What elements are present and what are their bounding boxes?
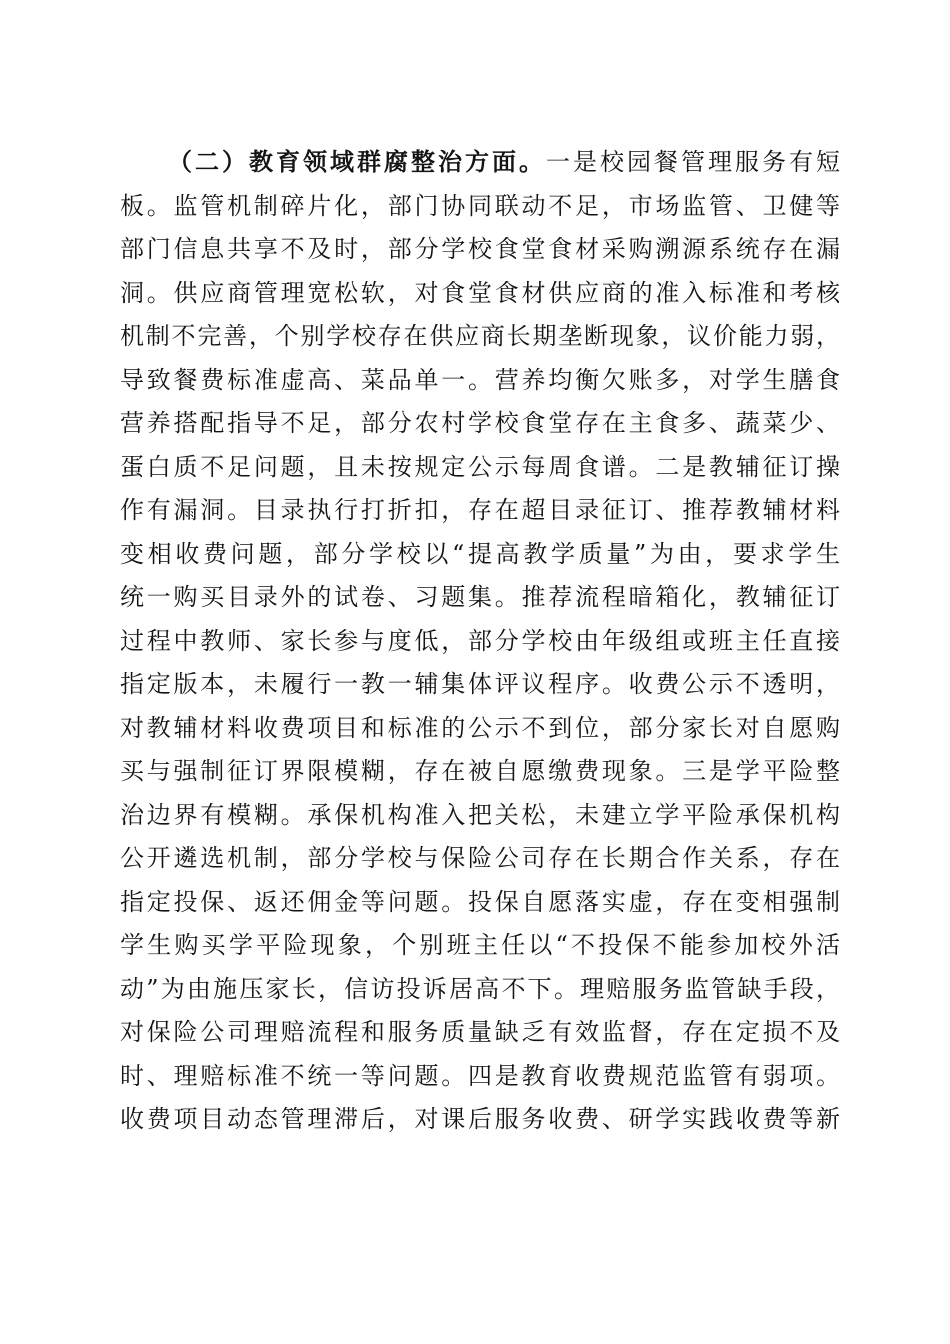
paragraph-line-12: 过程中教师、家长参与度低，部分学校由年级组或班主任直接 <box>120 626 840 655</box>
paragraph-line-11: 统一购买目录外的试卷、习题集。推荐流程暗箱化，教辅征订 <box>120 583 840 611</box>
paragraph-line-18: 指定投保、返还佣金等问题。投保自愿落实虚，存在变相强制 <box>120 887 840 916</box>
paragraph-line-5: 机制不完善，个别学校存在供应商长期垄断现象，议价能力弱， <box>120 322 840 350</box>
paragraph-line-8: 蛋白质不足问题，且未按规定公示每周食谱。二是教辅征订操 <box>120 452 840 481</box>
paragraph-line-6: 导致餐费标准虚高、菜品单一。营养均衡欠账多，对学生膳食 <box>120 365 840 394</box>
paragraph-line-23: 收费项目动态管理滞后，对课后服务收费、研学实践收费等新 <box>120 1105 840 1133</box>
paragraph-line-10: 变相收费问题，部分学校以“提高教学质量”为由，要求学生 <box>120 539 840 568</box>
paragraph-line-16: 治边界有模糊。承保机构准入把关松，未建立学平险承保机构 <box>120 800 840 829</box>
paragraph-line-9: 作有漏洞。目录执行打折扣，存在超目录征订、推荐教辅材料 <box>120 496 840 524</box>
paragraph-line-7: 营养搭配指导不足，部分农村学校食堂存在主食多、蔬菜少、 <box>120 409 840 437</box>
paragraph-line-4: 洞。供应商管理宽松软，对食堂食材供应商的准入标准和考核 <box>120 278 840 307</box>
paragraph-line-20: 动”为由施压家长，信访投诉居高不下。理赔服务监管缺手段， <box>120 974 840 1003</box>
paragraph-line-3: 部门信息共享不及时，部分学校食堂食材采购溯源系统存在漏 <box>120 235 840 263</box>
body-text <box>120 141 840 1142</box>
paragraph-line-15: 买与强制征订界限模糊，存在被自愿缴费现象。三是学平险整 <box>120 757 840 785</box>
paragraph-line-21: 对保险公司理赔流程和服务质量缺乏有效监督，存在定损不及 <box>120 1018 840 1046</box>
paragraph-line-14: 对教辅材料收费项目和标准的公示不到位，部分家长对自愿购 <box>120 713 840 742</box>
paragraph-line-17: 公开遴选机制，部分学校与保险公司存在长期合作关系，存在 <box>120 844 840 872</box>
paragraph-line-13: 指定版本，未履行一教一辅集体评议程序。收费公示不透明， <box>120 670 840 698</box>
line-1-text: 一是校园餐管理服务有短 <box>546 148 840 176</box>
paragraph-line-19: 学生购买学平险现象，个别班主任以“不投保不能参加校外活 <box>120 931 840 959</box>
paragraph-line-1 <box>120 141 840 185</box>
section-heading: （二）教育领域群腐整治方面。 <box>168 148 546 176</box>
paragraph-line-22: 时、理赔标准不统一等问题。四是教育收费规范监管有弱项。 <box>120 1061 840 1090</box>
paragraph-line-2: 板。监管机制碎片化，部门协同联动不足，市场监管、卫健等 <box>120 191 840 220</box>
